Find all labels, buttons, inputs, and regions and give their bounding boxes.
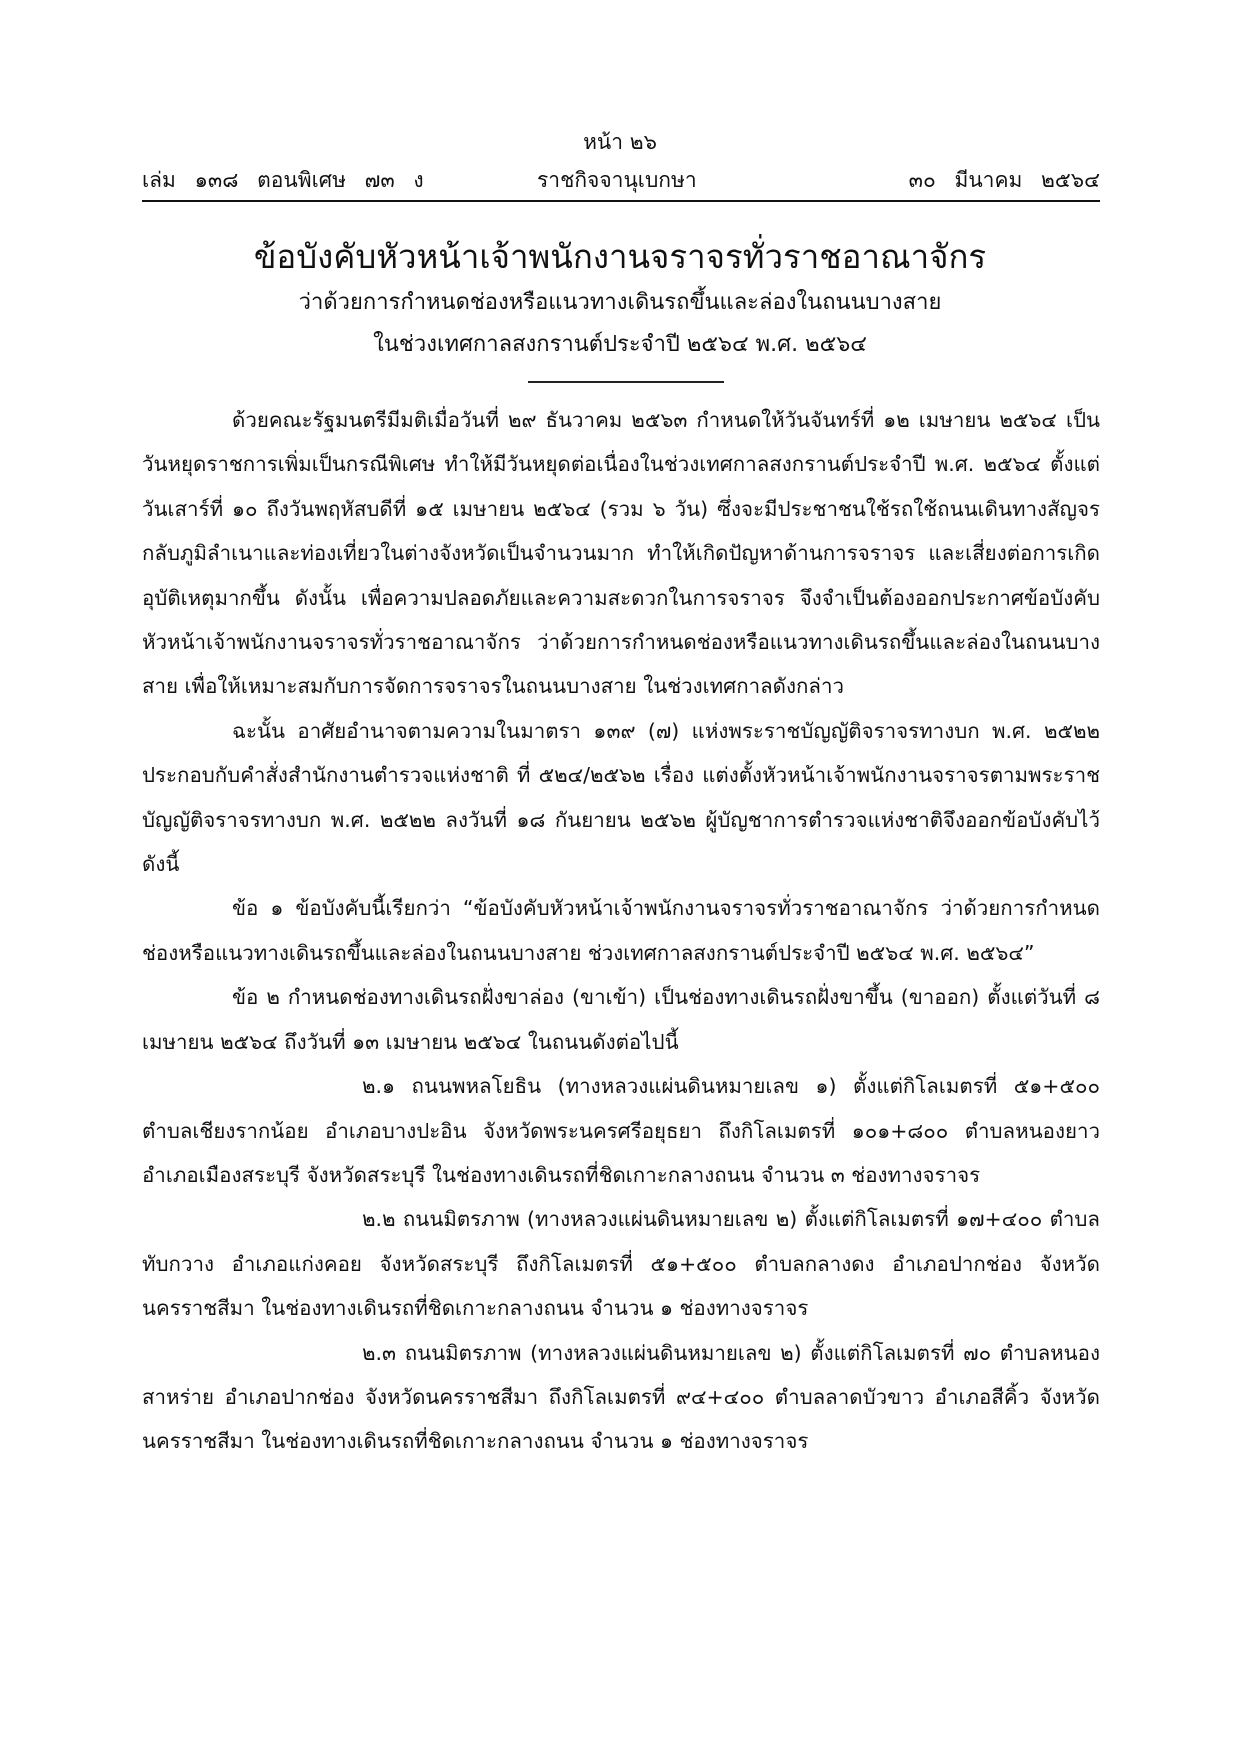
volume-issue: เล่ม ๑๓๘ ตอนพิเศษ ๗๓ ง [142,168,424,192]
document-title: ข้อบังคับหัวหน้าเจ้าพนักงานจราจรทั่วราชอาณาจักร [253,237,987,276]
clause-2: ข้อ ๒ กำหนดช่องทางเดินรถฝั่งขาล่อง (ขาเข้า) เป็นช่องทางเดินรถฝั่งขาขึ้น (ขาออก) ตั้งแต่วันที่ ๘ เมษายน ๒๕๖๔ ถึงวันที่ ๑๓ เมษายน ๒๕๖๔ ในถนนดังต่อไปนี้ [142,985,1100,1054]
document-body [142,398,1100,1464]
title-separator [528,381,724,383]
clause-2-1: ๒.๑ ถนนพหลโยธิน (ทางหลวงแผ่นดินหมายเลข ๑) ตั้งแต่กิโลเมตรที่ ๕๑+๕๐๐ ตำบลเชียงรากน้อย อำเภอบางปะอิน จังหวัดพระนครศรีอยุธยา ถึงกิโลเมตรที่ ๑๐๑+๘๐๐ ตำบลหนองยาว อำเภอเมืองสระบุรี จังหวัดสระบุรี ในช่องทางเดินรถที่ชิดเกาะกลางถนน จำนวน ๓ ช่องทางจราจร [142,1074,1100,1187]
header-rule [142,200,1100,202]
publication-name: ราชกิจจานุเบกษา [537,168,697,192]
document-subtitle: ว่าด้วยการกำหนดช่องหรือแนวทางเดินรถขึ้นและล่องในถนนบางสาย [298,290,942,315]
document-subtitle-period: ในช่วงเทศกาลสงกรานต์ประจำปี ๒๕๖๔ พ.ศ. ๒๕๖๔ [373,332,867,357]
gazette-header [142,166,1100,196]
page-number: หน้า ๒๖ [583,130,657,154]
clause-2-3: ๒.๓ ถนนมิตรภาพ (ทางหลวงแผ่นดินหมายเลข ๒) ตั้งแต่กิโลเมตรที่ ๗๐ ตำบลหนองสาหร่าย อำเภอปากช่อง จังหวัดนครราชสีมา ถึงกิโลเมตรที่ ๙๔+๔๐๐ ตำบลลาดบัวขาว อำเภอสีคิ้ว จังหวัดนครราชสีมา ในช่องทางเดินรถที่ชิดเกาะกลางถนน จำนวน ๑ ช่องทางจราจร [142,1340,1100,1454]
preamble-paragraph: ด้วยคณะรัฐมนตรีมีมติเมื่อวันที่ ๒๙ ธันวาคม ๒๕๖๓ กำหนดให้วันจันทร์ที่ ๑๒ เมษายน ๒๕๖๔ เป็นวันหยุดราชการเพิ่มเป็นกรณีพิเศษ ทำให้มีวันหยุดต่อเนื่องในช่วงเทศกาลสงกรานต์ประจำปี พ.ศ. ๒๕๖๔ ตั้งแต่วันเสาร์ที่ ๑๐ ถึงวันพฤหัสบดีที่ ๑๕ เมษายน ๒๕๖๔ (รวม ๖ วัน) ซึ่งจะมีประชาชนใช้รถใช้ถนนเดินทางสัญจรกลับภูมิลำเนาและท่องเที่ยวในต่างจังหวัดเป็นจำนวนมาก ทำให้เกิดปัญหาด้านการจราจร และเสี่ยงต่อการเกิดอุบัติเหตุมากขึ้น ดังนั้น เพื่อความปลอดภัยและความสะดวกในการจราจร จึงจำเป็นต้องออกประกาศข้อบังคับหัวหน้าเจ้าพนักงานจราจรทั่วราชอาณาจักร ว่าด้วยการกำหนดช่องหรือแนวทางเดินรถขึ้นและล่องในถนนบางสาย เพื่อให้เหมาะสมกับการจัดการจราจรในถนนบางสาย ในช่วงเทศกาลดังกล่าว [142,408,1100,699]
publication-date: ๓๐ มีนาคม ๒๕๖๔ [908,168,1100,192]
clause-1: ข้อ ๑ ข้อบังคับนี้เรียกว่า “ข้อบังคับหัวหน้าเจ้าพนักงานจราจรทั่วราชอาณาจักร ว่าด้วยการกำหนดช่องหรือแนวทางเดินรถขึ้นและล่องในถนนบางสาย ช่วงเทศกาลสงกรานต์ประจำปี ๒๕๖๔ พ.ศ. ๒๕๖๔” [142,896,1100,965]
authority-paragraph: ฉะนั้น อาศัยอำนาจตามความในมาตรา ๑๓๙ (๗) แห่งพระราชบัญญัติจราจรทางบก พ.ศ. ๒๕๒๒ ประกอบกับคำสั่งสำนักงานตำรวจแห่งชาติ ที่ ๕๒๔/๒๕๖๒ เรื่อง แต่งตั้งหัวหน้าเจ้าพนักงานจราจรตามพระราชบัญญัติจราจรทางบก พ.ศ. ๒๕๒๒ ลงวันที่ ๑๘ กันยายน ๒๕๖๒ ผู้บัญชาการตำรวจแห่งชาติจึงออกข้อบังคับไว้ ดังนี้ [142,718,1100,877]
clause-2-2: ๒.๒ ถนนมิตรภาพ (ทางหลวงแผ่นดินหมายเลข ๒) ตั้งแต่กิโลเมตรที่ ๑๗+๔๐๐ ตำบลทับกวาง อำเภอแก่งคอย จังหวัดสระบุรี ถึงกิโลเมตรที่ ๕๑+๕๐๐ ตำบลกลางดง อำเภอปากช่อง จังหวัดนครราชสีมา ในช่องทางเดินรถที่ชิดเกาะกลางถนน จำนวน ๑ ช่องทางจราจร [142,1207,1100,1321]
